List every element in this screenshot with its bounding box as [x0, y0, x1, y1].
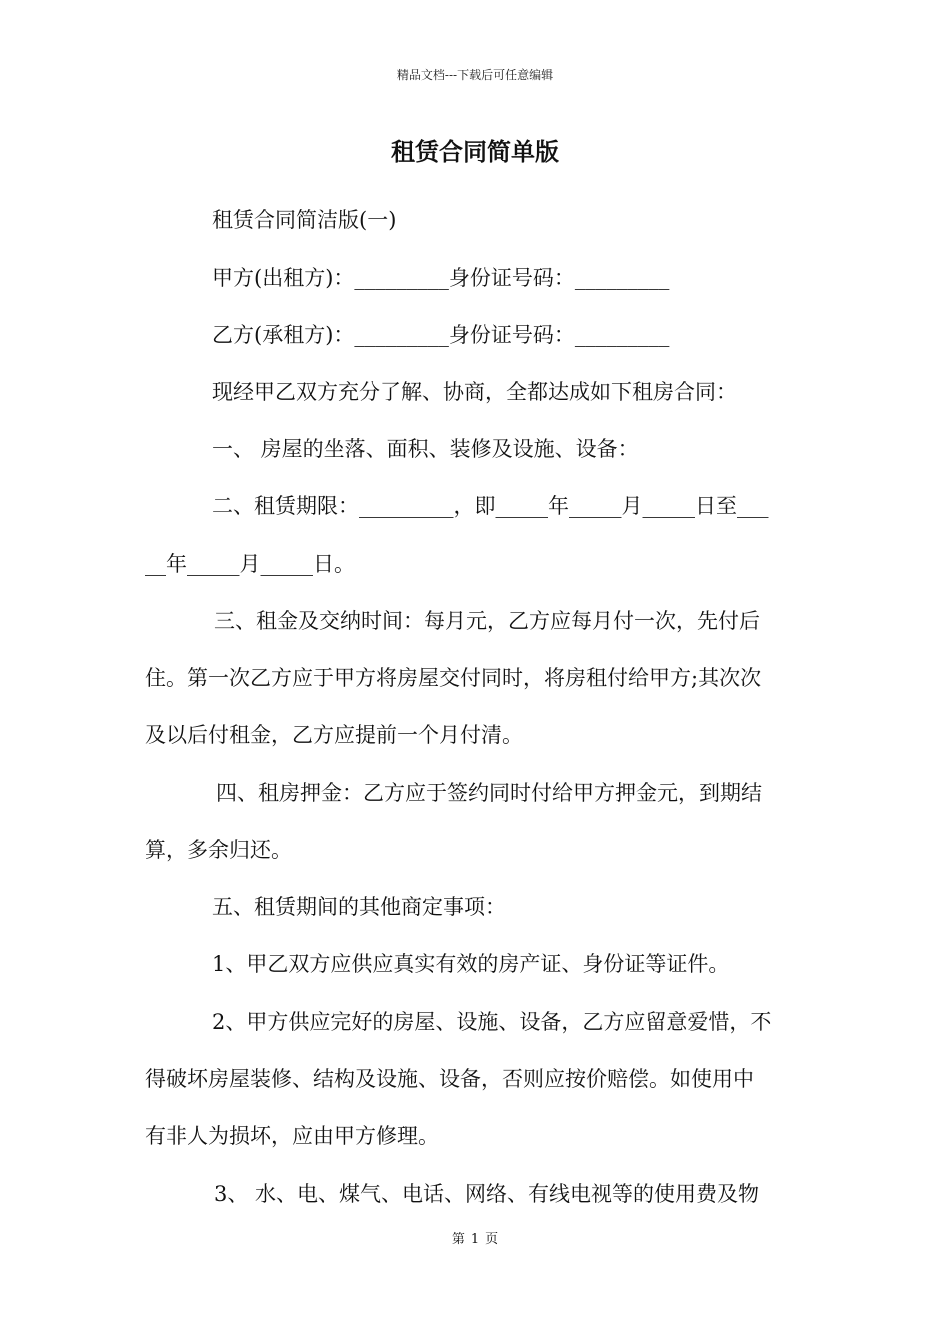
section-2-line-cont: __年_____月_____日。 — [145, 552, 355, 576]
footer-suffix: 页 — [485, 1232, 499, 1247]
section-5-line: 五、租赁期间的其他商定事项： — [212, 895, 506, 919]
item-2-line-cont: 有非人为损坏，应由甲方修理。 — [145, 1124, 439, 1148]
document-title: 租赁合同简单版 — [391, 137, 559, 166]
page-header: 精品文档---下载后可任意编辑 — [396, 68, 554, 82]
section-4-line: 四、租房押金：乙方应于签约同时付给甲方押金元，到期结 — [216, 781, 762, 805]
item-2-line-cont: 得破坏房屋装修、结构及设施、设备，否则应按价赔偿。如使用中 — [145, 1067, 754, 1091]
section-3-line-cont: 及以后付租金，乙方应提前一个月付清。 — [145, 723, 523, 747]
page-number: 1 — [470, 1232, 480, 1247]
section-4-line-cont: 算，多余归还。 — [145, 838, 292, 862]
section-3-line: 三、租金及交纳时间：每月元，乙方应每月付一次，先付后 — [214, 609, 760, 633]
section-1-line: 一、 房屋的坐落、面积、装修及设施、设备： — [212, 437, 639, 461]
section-2-line: 二、租赁期限：_________，即_____年_____月_____日至___ — [212, 494, 769, 518]
item-1-line: 1、甲乙双方应供应真实有效的房产证、身份证等证件。 — [212, 952, 730, 976]
party-b-line: 乙方(承租方)：_________身份证号码：_________ — [212, 323, 670, 347]
intro-line: 现经甲乙双方充分了解、协商，全都达成如下租房合同： — [212, 380, 737, 404]
paragraph-subtitle: 租赁合同简洁版(一) — [212, 208, 397, 232]
page-footer — [0, 1228, 950, 1247]
footer-prefix: 第 — [451, 1232, 465, 1247]
party-a-line: 甲方(出租方)：_________身份证号码：_________ — [212, 266, 670, 290]
item-3-line: 3、 水、电、煤气、电话、网络、有线电视等的使用费及物 — [214, 1182, 760, 1206]
section-3-line-cont: 住。第一次乙方应于甲方将房屋交付同时，将房租付给甲方;其次次 — [145, 666, 762, 690]
item-2-line: 2、甲方供应完好的房屋、设施、设备，乙方应留意爱惜，不 — [212, 1010, 772, 1034]
